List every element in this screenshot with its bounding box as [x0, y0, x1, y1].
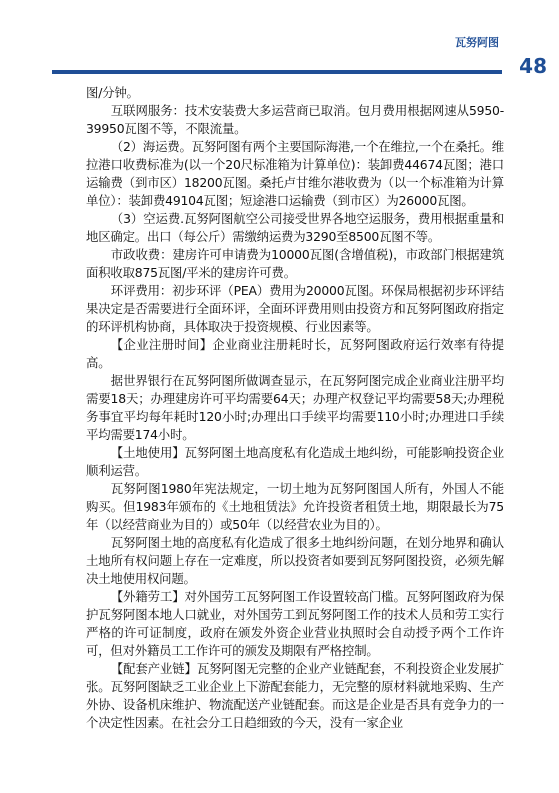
paragraph-4: 市政收费：建房许可申请费为10000瓦图(含增值税)，市政部门根据建筑面积收取875瓦图/平米的建房许可费。 — [86, 247, 504, 280]
paragraph-12: 【配套产业链】瓦努阿图无完整的企业产业链配套，不利投资企业发展扩张。瓦努阿图缺乏工业企业上下游配套能力，无完整的原材料就地采购、生产外协、设备机床维护、物流配送产业链配套。而这是企业是否具有竞争力的一个决定性因素。在社会分工日趋细致的今天，没有一家企业 — [86, 661, 504, 730]
paragraph-2: （2）海运费。瓦努阿图有两个主要国际海港,一个在维拉,一个在桑托。维拉港口收费标准为(以一个20尺标准箱为计算单位)：装卸费44674瓦图；港口运输费（到市区）18200瓦图。桑托卢甘维尔港收费为（以一个标准箱为计算单位）：装卸费49104瓦图；短途港口运输费（到市区）为26000瓦图。 — [86, 139, 504, 208]
paragraph-10: 瓦努阿图土地的高度私有化造成了很多土地纠纷问题，在划分地界和确认土地所有权问题上存在一定难度，所以投资者如要到瓦努阿图投资，必须先解决土地使用权问题。 — [86, 535, 504, 586]
paragraph-5: 环评费用：初步环评（PEA）费用为20000瓦图。环保局根据初步环评结果决定是否需要进行全面环评，全面环评费用则由投资方和瓦努阿图政府指定的环评机构协商，具体取决于投资规模、行业因素等。 — [86, 283, 504, 334]
paragraph-1: 互联网服务：技术安装费大多运营商已取消。包月费用根据网速从5950-39950瓦图不等，不限流量。 — [86, 103, 504, 136]
paragraph-6: 【企业注册时间】企业商业注册耗时长，瓦努阿图政府运行效率有待提高。 — [86, 337, 504, 370]
paragraph-11: 【外籍劳工】对外国劳工瓦努阿图工作设置较高门槛。瓦努阿图政府为保护瓦努阿图本地人口就业，对外国劳工到瓦努阿图工作的技术人员和劳工实行严格的许可证制度，政府在颁发外资企业营业执照时会自动授予两个工作许可，但对外籍员工工作许可的颁发及期限有严格控制。 — [86, 589, 504, 658]
paragraph-9: 瓦努阿图1980年宪法规定，一切土地为瓦努阿图国人所有，外国人不能购买。但1983年颁布的《土地租赁法》允许投资者租赁土地，期限最长为75年（以经营商业为目的）或50年（以经营农业为目的）。 — [86, 481, 504, 532]
header-section-title: 瓦努阿图 — [455, 36, 499, 49]
page-number: 48 — [519, 54, 547, 78]
paragraph-7: 据世界银行在瓦努阿图所做调查显示，在瓦努阿图完成企业商业注册平均需要18天；办理建房许可平均需要64天；办理产权登记平均需要58天;办理税务事宜平均每年耗时120小时;办理出口手续平均需要110小时;办理进口手续平均需要174小时。 — [86, 373, 504, 442]
header-rule — [52, 70, 502, 74]
paragraph-0: 图/分钟。 — [86, 85, 139, 100]
paragraph-3: （3）空运费.瓦努阿图航空公司接受世界各地空运服务，费用根据重量和地区确定。出口（每公斤）需缴纳运费为3290至8500瓦图不等。 — [86, 211, 504, 244]
paragraph-8: 【土地使用】瓦努阿图土地高度私有化造成土地纠纷，可能影响投资企业顺利运营。 — [86, 445, 504, 478]
body-text — [86, 84, 504, 732]
